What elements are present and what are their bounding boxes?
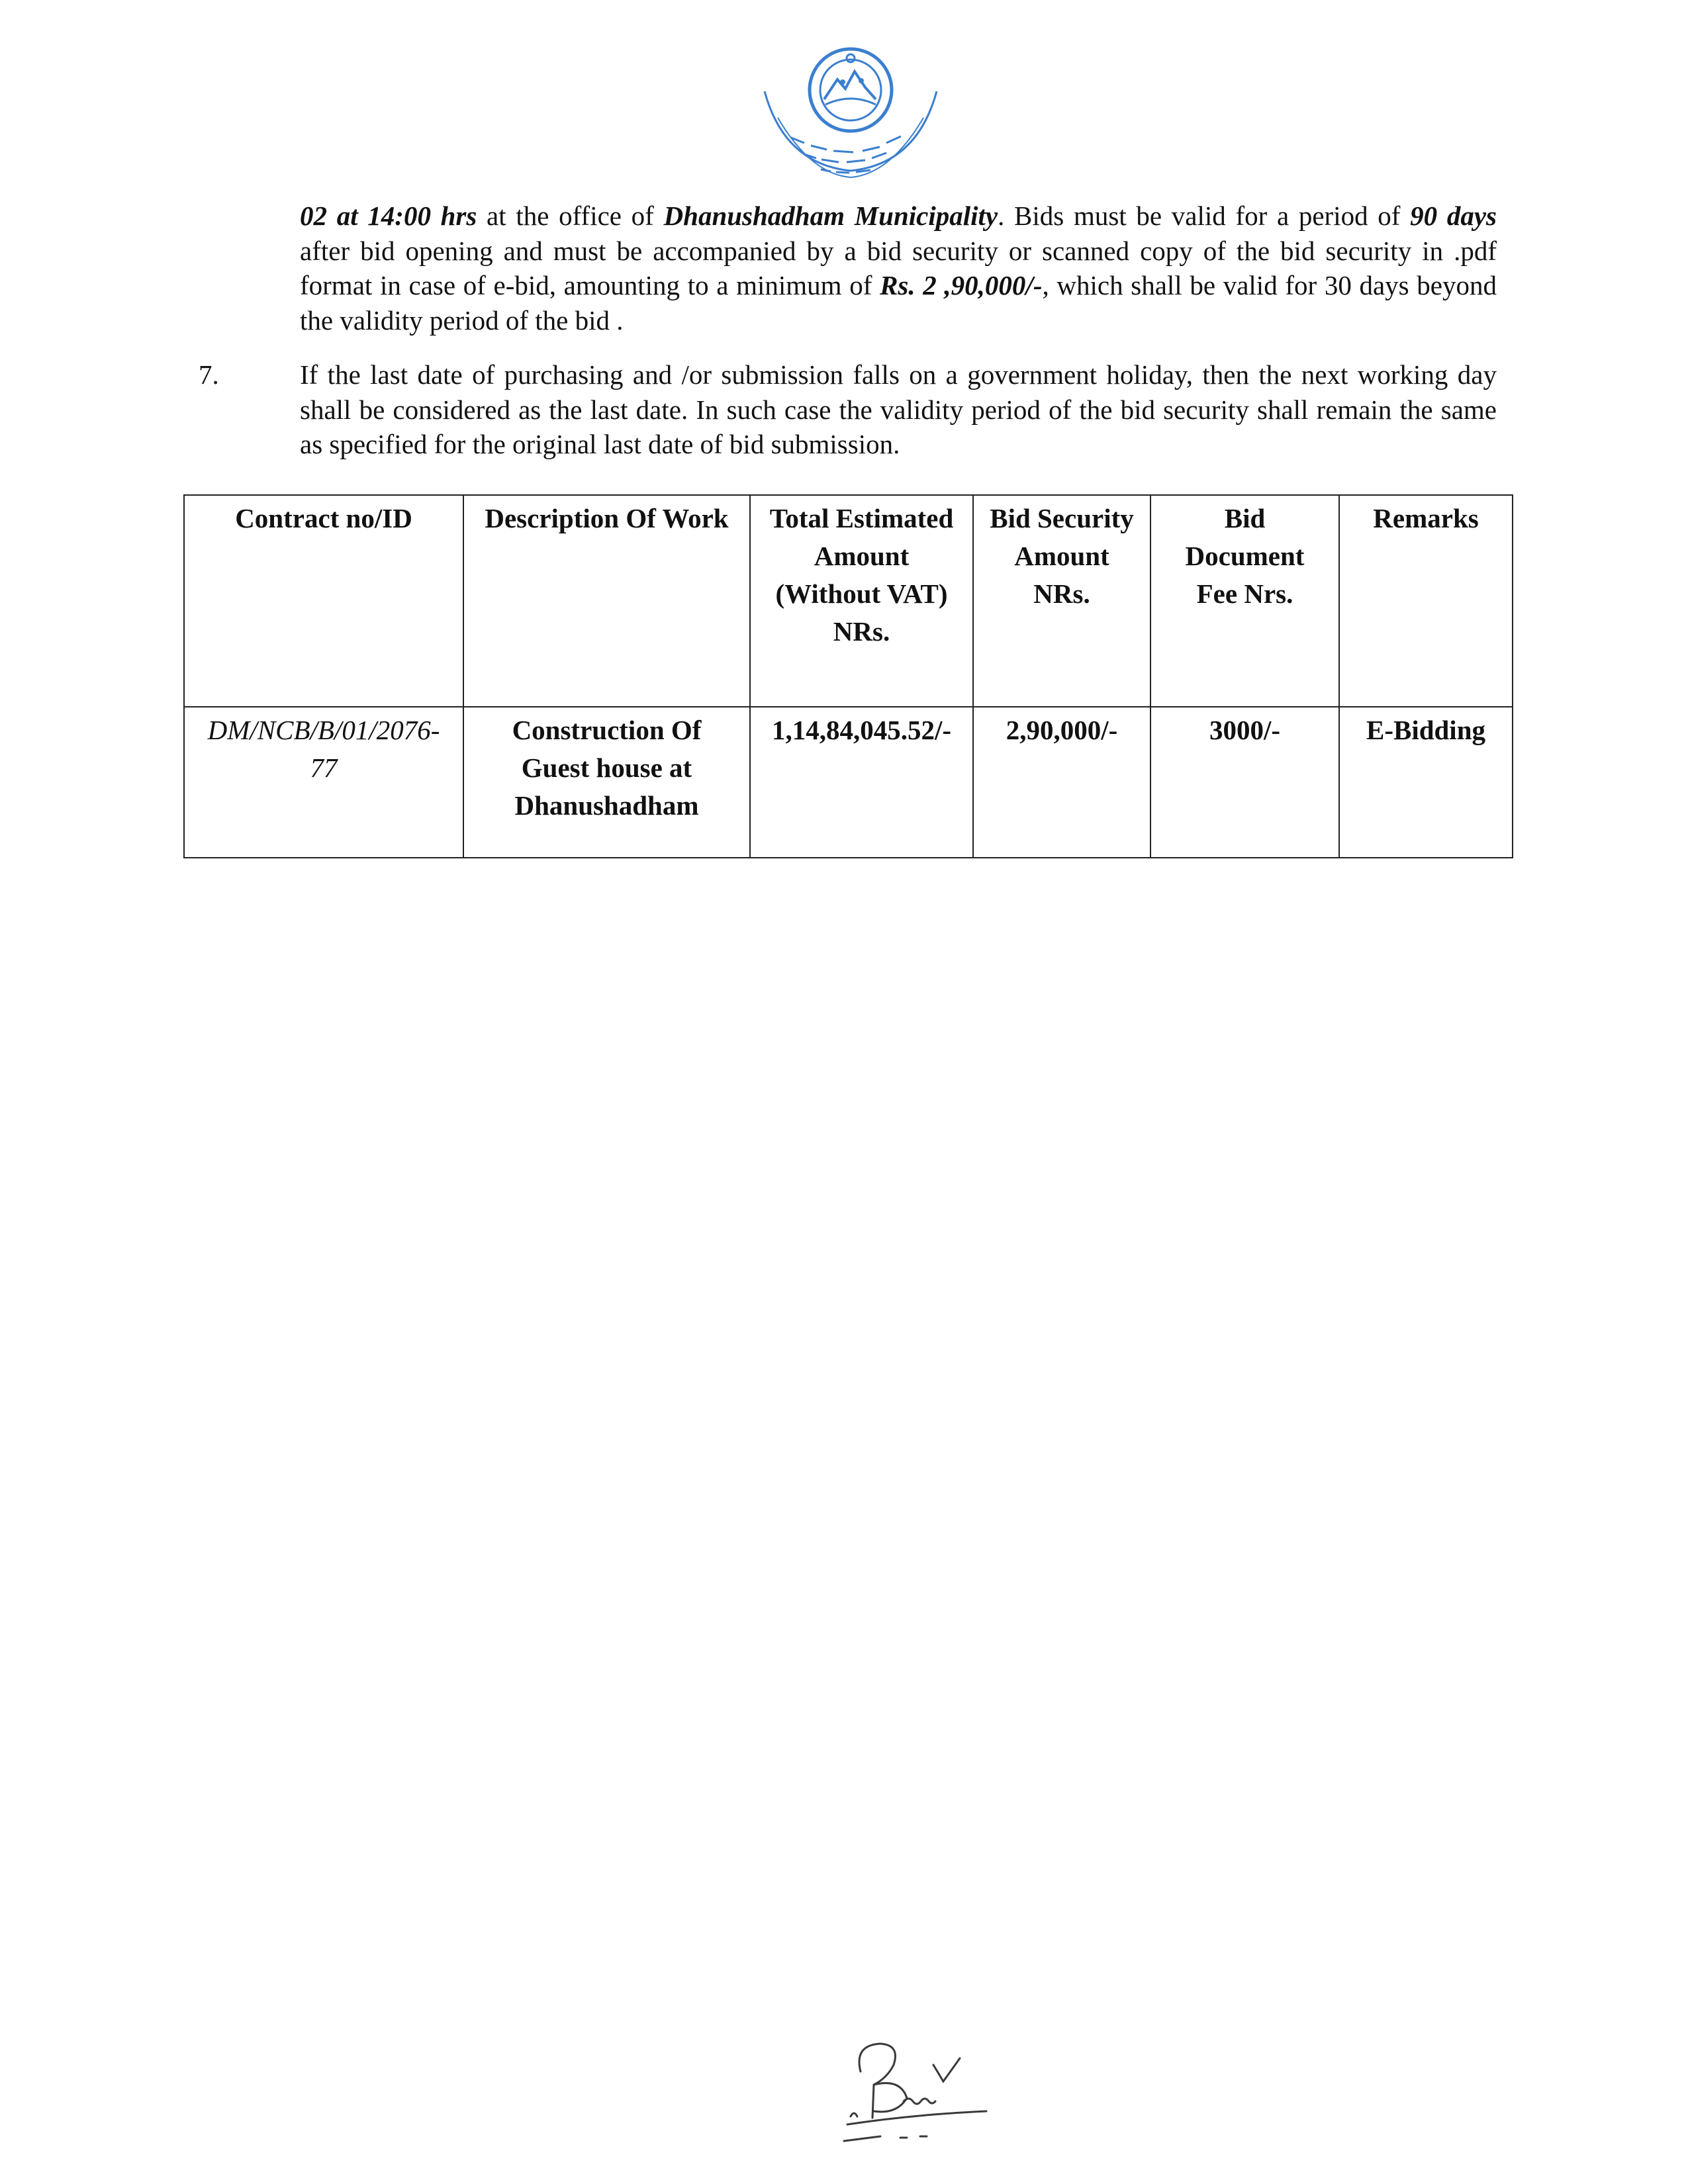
bid-table (183, 494, 1513, 858)
description-cell: Construction Of Guest house at Dhanushadham (463, 707, 750, 858)
opening-time: 02 at 14:00 hrs (300, 201, 477, 231)
estimated-amount-cell: 1,14,84,045.52/- (750, 707, 973, 858)
table-row (184, 707, 1513, 858)
paragraph-text-part: at the office of (477, 201, 664, 231)
paragraph-bid-validity (300, 199, 1497, 338)
handwritten-signature-icon (834, 2032, 993, 2164)
table-header-cell: Remarks (1339, 495, 1513, 707)
table-header-cell: Bid Security Amount NRs. (973, 495, 1150, 707)
paragraph-text-part: after bid opening and must be accompanied by a bid security or scanned copy of the bid security in .pdf format in case of e-bid, amounting to a minimum of (300, 235, 1497, 300)
paragraph-text-part: , which shall be valid for 30 days beyond the validity period of the bid . (300, 270, 1497, 336)
table-header-cell: Contract no/ID (184, 495, 463, 707)
document-fee-cell: 3000/- (1150, 707, 1339, 858)
municipality-seal-icon (745, 38, 950, 194)
bid-security-cell: 2,90,000/- (973, 707, 1150, 858)
paragraph-text-part: . Bids must be valid for a period of (998, 201, 1411, 231)
contract-id-cell: DM/NCB/B/01/2076-77 (184, 707, 463, 858)
remarks-cell: E-Bidding (1339, 707, 1513, 858)
table-header-cell: Bid Document Fee Nrs. (1150, 495, 1339, 707)
table-header-row (184, 495, 1513, 707)
bid-security-amount: Rs. 2 ,90,000/- (880, 270, 1043, 300)
paragraph-holiday-rule: If the last date of purchasing and /or submission falls on a government holiday, then the next working day shall be considered as the last date. In such case the validity period of the bid security shall remain the same as specified for the original last date of bid submission. (300, 359, 1497, 459)
table-header-cell: Description Of Work (463, 495, 750, 707)
municipality-name: Dhanushadham Municipality (663, 201, 998, 231)
table-header-cell: Total Estimated Amount (Without VAT) NRs. (750, 495, 973, 707)
item-number: 7. (199, 359, 219, 390)
validity-period: 90 days (1410, 201, 1497, 231)
